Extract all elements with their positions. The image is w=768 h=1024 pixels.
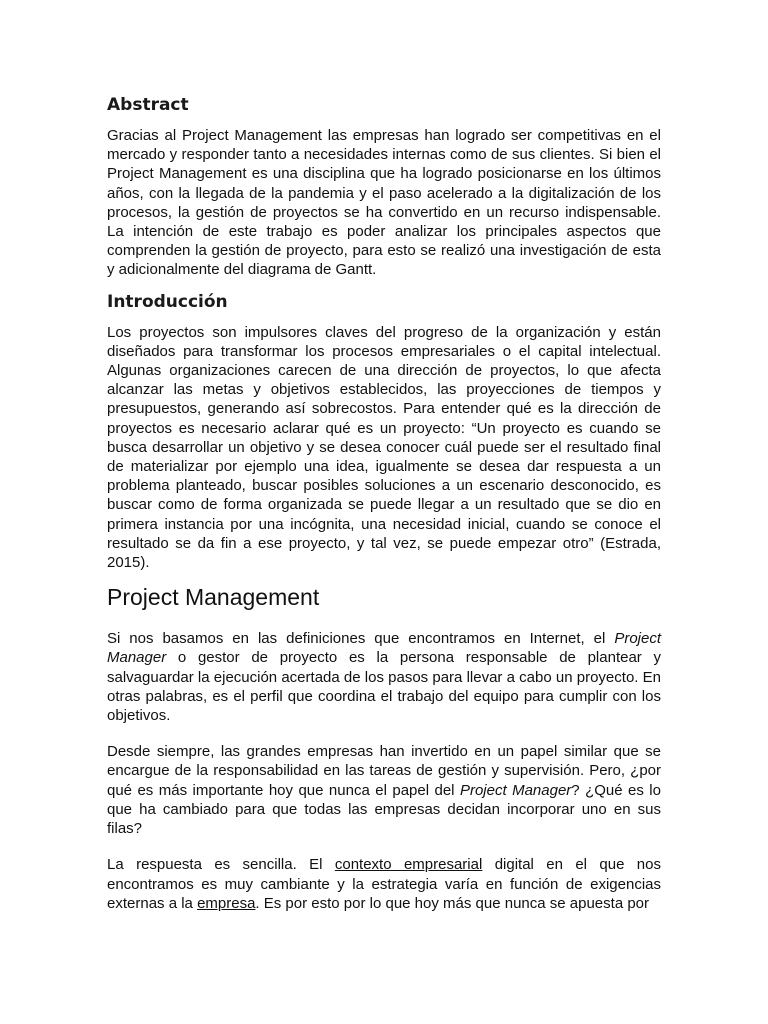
pm-p2-text-c: ? ¿Qué es lo que ha cambiado para que todas las empresas decidan incorporar uno en sus filas?	[107, 781, 661, 838]
empresa-link[interactable]: empresa	[197, 894, 256, 912]
project-management-heading: Project Management	[107, 584, 320, 611]
contexto-empresarial-link[interactable]: contexto empresarial	[334, 856, 483, 874]
pm-p1-text-a: Si nos basamos en las definiciones que encontramos en Internet, el	[107, 630, 615, 648]
abstract-heading: Abstract	[107, 95, 189, 115]
introduction-paragraph: Los proyectos son impulsores claves del progreso de la organización y están diseñados para transformar los procesos empresariales o el capital intelectual. Algunas organizaciones carecen de una dirección de proyectos, lo que afecta alcanzar las metas y objetivos establecidos, las proyecciones de tiempos y presupuestos, generando así sobrecostos. Para entender qué es la dirección de proyectos es necesario aclarar qué es un proyecto: “Un proyecto es cuando se busca desarrollar un objetivo y se desea conocer cuál puede ser el resultado final de materializar por ejemplo una idea, igualmente se desea dar respuesta a un problema planteado, buscar posibles soluciones a un escenario desconocido, es buscar como de forma organizada se puede llegar a un resultado que se dio en primera instancia por una incógnita, una necesidad inicial, cuando se conoce el resultado se da fin a ese proyecto, y tal vez, se puede empezar otro” (Estrada, 2015).	[107, 323, 661, 572]
pm-p1-italic: Project Manager	[107, 630, 661, 667]
pm-paragraph-1	[107, 629, 661, 725]
pm-p3-text-c: . Es por esto por lo que hoy más que nunca se apuesta por	[255, 894, 650, 912]
pm-p1-text-c: o gestor de proyecto es la persona responsable de plantear y salvaguardar la ejecución acertada de los pasos para llevar a cabo un proyecto. En otras palabras, es el perfil que coordina el trabajo del equipo para cumplir con los objetivos.	[107, 649, 661, 725]
introduction-heading: Introducción	[107, 291, 228, 312]
pm-p2-italic: Project Manager	[459, 781, 572, 799]
document-body	[107, 93, 661, 913]
abstract-paragraph: Gracias al Project Management las empresas han logrado ser competitivas en el mercado y responder tanto a necesidades internas como de sus clientes. Si bien el Project Management es una disciplina que ha logrado posicionarse en los últimos años, con la llegada de la pandemia y el paso acelerado a la digitalización de los procesos, la gestión de proyectos se ha convertido en un recurso indispensable. La intención de este trabajo es poder analizar los principales aspectos que comprenden la gestión de proyecto, para esto se realizó una investigación de esta y adicionalmente del diagrama de Gantt.	[107, 127, 661, 279]
pm-paragraph-2	[107, 742, 661, 838]
pm-p2-text-a: Desde siempre, las grandes empresas han invertido en un papel similar que se encargue de la responsabilidad en las tareas de gestión y supervisión. Pero, ¿por qué es más importante hoy que nunca el papel del	[107, 743, 661, 799]
pm-paragraph-3	[107, 855, 661, 913]
pm-p3-text-b: digital en el que nos encontramos es muy cambiante y la estrategia varía en función de exigencias externas a la	[107, 856, 661, 912]
pm-p3-text-a: La respuesta es sencilla. El	[107, 856, 335, 874]
